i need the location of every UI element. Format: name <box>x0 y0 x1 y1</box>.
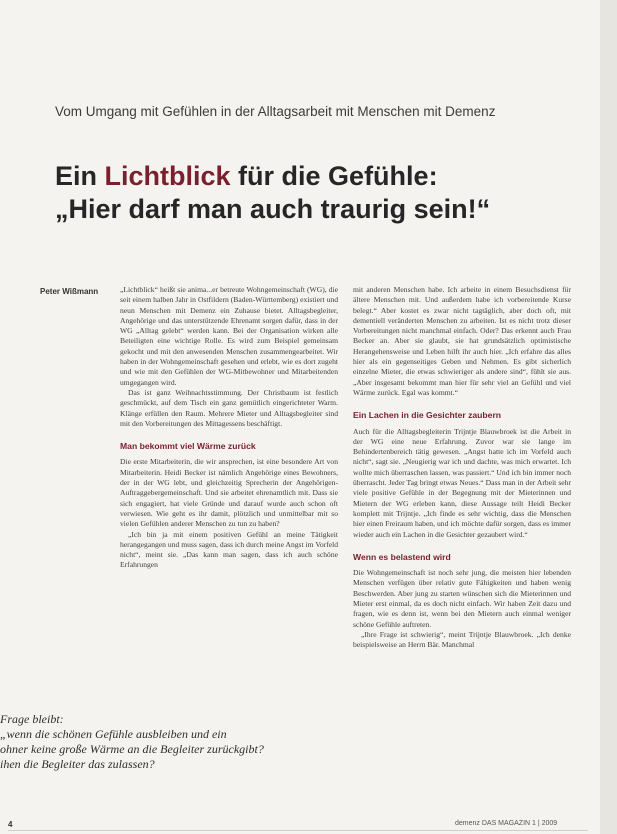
article-kicker: Vom Umgang mit Gefühlen in der Alltagsarbeit mit Menschen mit Demenz <box>55 104 496 119</box>
col1-paragraph-1: „Lichtblick“ heißt sie anima...er betreute Wohngemeinschaft (WG), die seit einem halben Jahr in Ostfildern (Baden-Württemberg) existiert und neun Menschen mit Demenz ein Zuhause bietet. Alltagsbegleiter, Angehörige und das unterstützende Ehrenamt sorgen dafür, dass in der WG „Alltag gelebt“ werden kann. Bei der Organisation wirken alle Beteiligten eine wichtige Rolle. Es wird zum Beispiel gemeinsam gekocht und mit den anwesenden Menschen zusammengearbeitet. Wir haben in der Wohngemeinschaft gesehen und erlebt, wie es dort zugeht und wie mit den Gefühlen der WG-Mitbewohner und Mitarbeitenden umgegangen wird. <box>120 285 338 387</box>
column-left <box>120 285 338 701</box>
journal-footer: demenz DAS MAGAZIN 1 | 2009 <box>455 820 558 827</box>
col2-paragraph-3: Die Wohngemeinschaft ist noch sehr jung, die meisten hier lebenden Menschen verfügen über relativ gute Fähigkeiten und haben wenig Beschwerden. Aber jung zu starten wünschen sich die Mieterinnen und Mieter erst einmal, da es doch nicht einfach. Wir haben Zeit dazu und fragen, wie es denn ist, wenn bei den Mietern auch einmal weniger schöne Gefühle auftreten. <box>353 568 571 629</box>
col1-paragraph-3: Die erste Mitarbeiterin, die wir ansprechen, ist eine besondere Art von Mitarbeiterin. Heidi Becker ist nämlich Angehörige eines Bewohners, der in der WG lebt, und gleichzeitig Sprecherin der Angehörigen-Auftraggebergemeinschaft. Und sie arbeitet ehrenamtlich mit. Dass sie sich engagiert, hat viele Gründe und darauf wurde auch schon oft verwiesen. Wie geht es ihr damit, plötzlich und unmittelbar mit so vielen Gefühlen anderer Menschen zu tun zu haben? <box>120 457 338 529</box>
article-headline <box>55 160 575 226</box>
pull-quote-line-3: ohner keine große Wärme an die Begleiter zurückgibt? <box>0 742 264 756</box>
pull-quote-line-2: „wenn die schönen Gefühle ausbleiben und ein <box>0 727 227 741</box>
headline-suffix: für die Gefühle: <box>230 161 438 191</box>
author-name: Peter Wißmann <box>40 287 99 296</box>
col1-paragraph-2: Das ist ganz Weihnachtsstimmung. Der Christbaum ist festlich geschmückt, auf dem Tisch ein ganz gemütlich eingerichteter Warm. Klänge erfüllen den Raum. Mehrere Mieter und Alltagsbegleiter sind mit den Vorbereitungen des Mittagessens beschäftigt. <box>120 387 338 428</box>
col2-subheading-1: Ein Lachen in die Gesichter zaubern <box>353 410 502 421</box>
col2-subheading-2: Wenn es belastend wird <box>353 551 451 562</box>
col1-subheading: Man bekommt viel Wärme zurück <box>120 441 256 452</box>
col1-paragraph-4: „Ich bin ja mit einem positiven Gefühl an meine Tätigkeit herangegangen und muss sagen, dass ich durch meine Angst im Vorfeld nicht“, meint sie. „Das kann man sagen, dass ich auch schöne Erfahrungen <box>120 529 338 570</box>
pull-quote-line-1: Frage bleibt: <box>0 712 64 726</box>
col2-paragraph-4: „Ihre Frage ist schwierig“, meint Trijntje Blauwbroek. „Ich denke beispielsweise an Herrn Bär. Manchmal <box>353 629 571 650</box>
pull-quote-line-4: ihen die Begleiter das zulassen? <box>0 757 155 771</box>
page-spine-shadow <box>600 0 617 834</box>
headline-line-1 <box>55 160 575 193</box>
page-number: 4 <box>8 820 13 829</box>
headline-accent-word: Lichtblick <box>104 161 231 191</box>
column-right <box>353 285 571 813</box>
col2-paragraph-1: mit anderen Menschen habe. Ich arbeite in einem Besuchsdienst für ältere Menschen mit. Und außerdem habe ich vorbereitende Kurse belegt.“ Aber kostet es zwar nicht tagtäglich, aber doch oft, mit dementiell veränderten Menschen zu arbeiten. Ist es nicht trotz dieser Vorbereitungen nicht manchmal einfach. Oder? Das erkennt auch Frau Becker an. Aber sie glaubt, sie hat grundsätzlich optimistische Herangehensweise und Leben hilft ihr auch hier. „Ich erfahre das alles hier als ein gegenseitiges Geben und Nehmen. Es gibt sicherlich einzelne Mieter, die etwas schwieriger als andere sind“, fühlt sie aus. „Aber insgesamt bekommt man hier für sehr viel an Gefühl und viel Wärme zurück. Egal was kommt.“ <box>353 285 571 397</box>
pull-quote <box>0 712 340 772</box>
headline-prefix: Ein <box>55 161 105 191</box>
headline-line-2: „Hier darf man auch traurig sein!“ <box>55 194 491 224</box>
footer-rule <box>8 830 588 831</box>
col2-paragraph-2: Auch für die Alltagsbegleiterin Trijntje Blauwbroek ist die Arbeit in der WG eine neue Erfahrung. Zuvor war sie lange im Behindertenbereich tätig gewesen. „Angst hatte ich im Vorfeld auch nicht“, sagt sie. „Neugierig war ich und dachte, was mich erwartet. Ich wollte mich überraschen lassen, was passiert.“ Und ich bin immer noch überrascht. Jeder Tag bringt etwas Neues.“ Dass man in der Arbeit sehr viele positive Gefühle in der Begegnung mit der Mieterinnen und Mietern der WG erleben kann, diese Aussage teilt Heidi Becker komplett mit Trijntje. „Ich finde es sehr wichtig, dass die Menschen hier einen Freiraum haben, und ich möchte dafür sorgen, dass es immer wieder auch ein Lachen in die Gesichter gezaubert wird.“ <box>353 426 571 539</box>
